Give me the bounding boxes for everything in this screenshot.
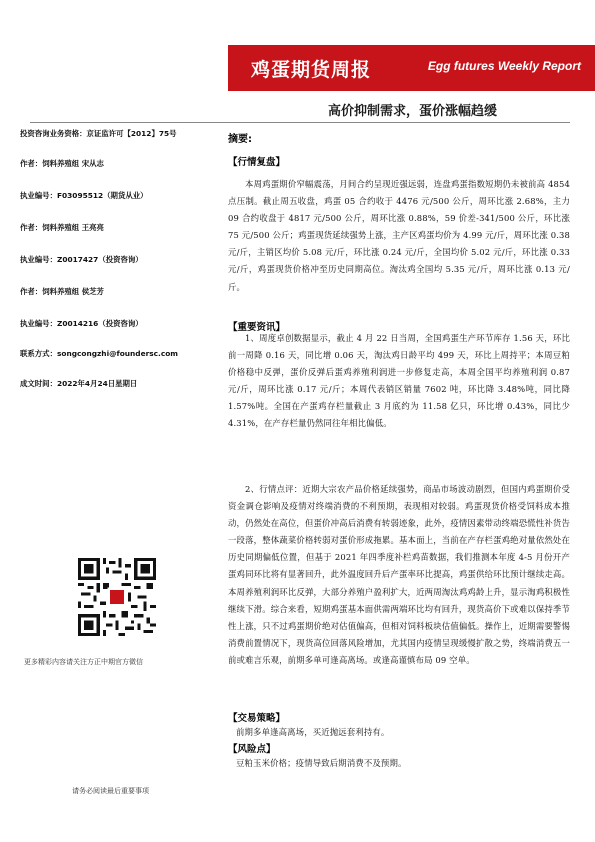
author3-value: 饲料养殖组 侯芝芳 <box>42 287 104 296</box>
cert1-value: F03095512（期货从业） <box>56 191 148 200</box>
strategy-heading: 【交易策略】 <box>228 713 286 724</box>
risk-heading: 【风险点】 <box>228 744 276 755</box>
wechat-qr-code <box>78 558 156 636</box>
disclaimer-note: 请务必阅读最后重要事项 <box>72 787 149 795</box>
license-value: 京证监许可【2012】75号 <box>86 129 177 138</box>
review-heading: 【行情复盘】 <box>228 157 286 168</box>
author3-label: 作者： <box>20 287 43 296</box>
cert3-value: Z0014216（投资咨询） <box>56 319 143 328</box>
cert1-line <box>20 190 148 201</box>
cert3-line <box>20 318 143 329</box>
author2-label: 作者： <box>20 223 43 232</box>
news-heading: 【重要资讯】 <box>228 322 286 333</box>
author2-line <box>20 222 104 233</box>
date-line <box>20 378 137 389</box>
cert2-value: Z0017427（投资咨询） <box>56 255 143 264</box>
author1-label: 作者： <box>20 159 43 168</box>
banner-title-cn: 鸡蛋期货周报 <box>251 59 372 81</box>
author2-value: 饲料养殖组 王亮亮 <box>42 223 104 232</box>
contact-line <box>20 348 178 359</box>
contact-label: 联系方式： <box>20 349 57 358</box>
cert3-label: 执业编号： <box>20 319 57 328</box>
news-paragraph-1: 1、周度卓创数据显示，截止 4 月 22 日当周，全国鸡蛋生产环节库存 1.56 天，环比前一周降 0.16 天，同比增 0.06 天，淘汰鸡日龄平均 499 天，环比上周持平；本周豆粕价格稳中反弹，蛋价反弹后蛋鸡养殖利润进一步修复走高，本周全国平均养殖利润 0.87 元/斤，周环比涨 0.17 元/斤；本周代表销区销量 7602 吨，环比降 3.48%吨，同比降 1.57%吨。全国在产蛋鸡存栏量截止 3 月底约为 11.58 亿只，环比增 0.43%，同比少 4.31%，在产存栏量仍然同往年相比偏低。 <box>228 333 570 429</box>
risk-paragraph: 豆粕玉米价格；疫情导致后期消费不及预期。 <box>236 758 407 768</box>
report-title: 高价抑制需求，蛋价涨幅趋缓 <box>327 104 497 119</box>
date-label: 成文时间： <box>20 379 57 388</box>
qr-logo-icon <box>110 590 124 604</box>
cert1-label: 执业编号： <box>20 191 57 200</box>
author1-value: 饲料养殖组 宋从志 <box>42 159 104 168</box>
qr-caption: 更多精彩内容请关注方正中期官方微信 <box>24 658 143 666</box>
license-label: 投资咨询业务资格： <box>20 129 87 138</box>
title-divider <box>30 122 570 123</box>
cert2-line <box>20 254 143 265</box>
date-value: 2022年4月24日星期日 <box>56 379 138 388</box>
author1-line <box>20 158 104 169</box>
license-line <box>20 128 177 139</box>
abstract-label: 摘要: <box>228 134 252 145</box>
report-banner <box>228 45 595 91</box>
cert2-label: 执业编号： <box>20 255 57 264</box>
review-paragraph: 本周鸡蛋期价窄幅震荡，月间合约呈现近强远弱，连盘鸡蛋指数短期仍未被前高 4854 点压制。截止周五收盘，鸡蛋 05 合约收于 4476 元/500 公斤，周环比涨 2.68%，主力 09 合约收盘于 4817 元/500 公斤，周环比涨 0.88%，59 价差-341/500 公斤，环比涨 75 元/500 公斤；鸡蛋现货延续强势上涨，主产区鸡蛋均价为 4.99 元/斤，周环比涨 0.38 元/斤，主销区均价 5.08 元/斤，环比涨 0.24 元/斤，全国均价 5.02 元/斤，环比涨 0.33 元/斤，鸡蛋现货价格冲至历史同期高位。淘汰鸡全国均 5.35 元/斤，周环比涨 0.13 元/斤。 <box>228 179 570 292</box>
news-paragraph-2: 2、行情点评：近期大宗农产品价格延续强势，商品市场波动剧烈，但国内鸡蛋期价受资金调仓影响及疫情对终端消费的不利预期，表现相对较弱。鸡蛋现货价格受饲料成本推动，仍然处在高位，但蛋价冲高后消费有转弱迹象，此外，疫情因素带动终端恐慌性补货告一段落，整体蔬菜价格转弱对蛋价形成拖累。基本面上，当前在产存栏蛋鸡绝对量依然处在历史同期偏低位置，但基于 2021 年四季度补栏鸡苗数据，我们推测本年度 4-5 月份开产蛋鸡同环比将有显著回升，此外温度回升后产蛋率环比提高，鸡蛋供给环比预计继续走高。本周养殖利润环比反弹，大部分养殖户盈利扩大，近两周淘汰鸡鸡龄上升，显示淘鸡积极性继续下滑。综合来看，短期鸡蛋基本面供需两端环比均有回升，现货高价下或难以保持季节性上涨，只不过鸡蛋期价绝对估值偏高，但相对饲料板块估值偏低。操作上，近期需要警惕消费前置情况下，现货高位回落风险增加，尤其国内疫情呈现缓慢扩散之势，终端消费五一前或难言乐观，前期多单可逢高离场。或逢高谨慎布局 09 空单。 <box>228 484 570 665</box>
banner-title-en: Egg futures Weekly Report <box>427 59 581 73</box>
contact-value: songcongzhi@foundersc.com <box>56 349 179 358</box>
author3-line <box>20 286 104 297</box>
strategy-paragraph: 前期多单逢高离场，买近抛远套利持有。 <box>236 727 390 737</box>
